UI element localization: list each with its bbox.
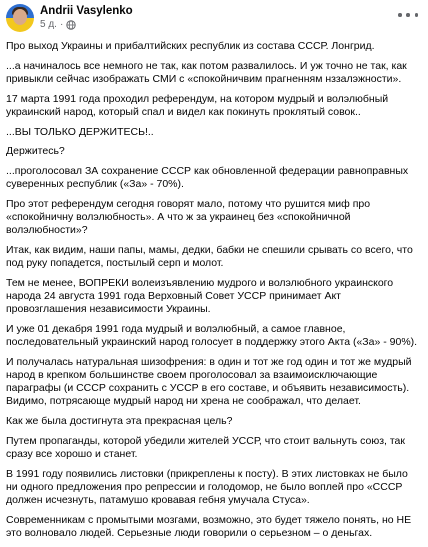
post-paragraph: Как же была достигнута эта прекрасная цель?	[6, 415, 233, 428]
post-paragraph: Итак, как видим, наши папы, мамы, дедки, бабки не спешили срывать со всего, что под руку попадется, постылый серп и молот.	[6, 243, 413, 270]
more-dot	[398, 13, 402, 17]
globe-icon	[66, 20, 76, 30]
post-paragraph: 17 марта 1991 года проходил референдум, на котором мудрый и волэлюбный украинский народ, который спал и видел как покинуть проклятый совок..	[6, 92, 389, 118]
more-options-icon[interactable]	[398, 8, 418, 22]
post-time[interactable]: 5 д.	[40, 19, 57, 30]
post-paragraph: ...проголосовал ЗА сохранение СССР как обновленной федерации равноправных суверенных республик («За» - 70%).	[6, 164, 409, 191]
post-meta	[40, 19, 76, 30]
post-header	[0, 0, 428, 34]
post-paragraph: И уже 01 декабря 1991 года мудрый и волэлюбный, а самое главное, последовательный украинский народ голосует в поддержку этого Акта («За» - 90%).	[6, 322, 418, 349]
post-paragraph: ...ВЫ ТОЛЬКО ДЕРЖИТЕСЬ!..	[6, 125, 154, 138]
post-paragraph: Держитесь?	[6, 145, 65, 158]
post-paragraph: И получалась натуральная шизофрения: в один и тот же год один и тот же мудрый народ в крепком большинстве своем проголосовал за взаимоисключающие параграфы (и СССР сохранить с УССР в его составе, и объявить независимость). Видимо, потрясающе мудрый народ ни хрена не соображал, что делает.	[6, 355, 412, 408]
author-name[interactable]: Andrii Vasylenko	[40, 5, 133, 17]
post-paragraph: Про этот референдум сегодня говорят мало, потому что рушится миф про «спокойничну волэлюбность». А что ж за украинец без «спокойничной волэлюбности»?	[6, 197, 371, 237]
avatar-face	[13, 9, 27, 25]
more-dot	[406, 13, 410, 17]
more-dot	[415, 13, 419, 17]
post-paragraph: Про выход Украины и прибалтийских республик из состава СССР. Лонгрид.	[6, 40, 375, 52]
post-paragraph: В 1991 году появились листовки (прикреплены к посту). В этих листовках не было ни одного предложения про репрессии и голодомор, не было воплей про «СССР должен исчезнуть, патамушо кровавая гебня умучала Стуса».	[6, 467, 408, 507]
post-body	[6, 40, 420, 547]
post-paragraph: ...а начиналось все немного не так, как потом развалилось. И уж точно не так, как привыкли сейчас изображать СМИ с «спокойничвим прагненням нззалэжности».	[6, 59, 407, 85]
post-paragraph: Тем не менее, ВОПРЕКИ волеизъявлению мудрого и волэлюбного украинского народа 24 августа 1991 года Верховный Совет УССР принимает Акт провозглашения независимости Украины.	[6, 276, 394, 316]
post-paragraph: Современникам с промытыми мозгами, возможно, это будет тяжело понять, но НЕ это волновало людей. Серьезные люди говорили о серьезном – о деньгах.	[6, 513, 412, 540]
meta-separator: ·	[59, 19, 64, 30]
author-avatar[interactable]	[6, 4, 34, 32]
post-paragraph: Путем пропаганды, которой убедили жителей УССР, что стоит вальнуть союз, так сразу все хорошо и станет.	[6, 434, 405, 461]
